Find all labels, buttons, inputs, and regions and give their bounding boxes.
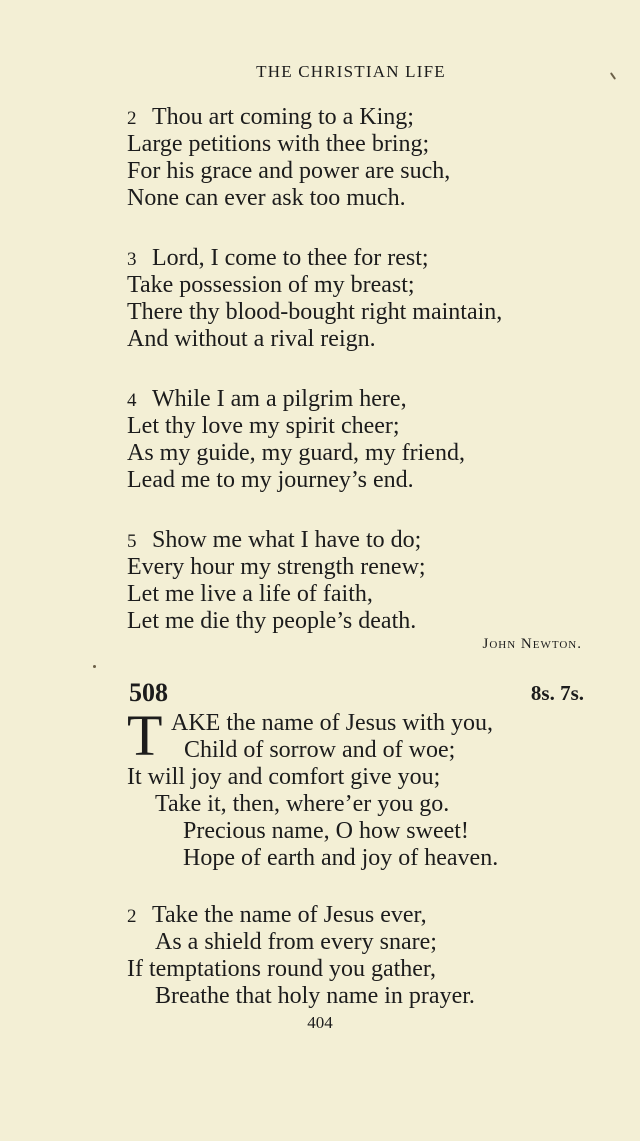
stanza-number: 2: [127, 108, 137, 129]
verse-line: 2 Take the name of Jesus ever,: [127, 902, 427, 928]
stanza-4: [127, 386, 465, 494]
verse-line: As a shield from every snare;: [155, 929, 437, 955]
verse-line: AKE the name of Jesus with you,: [171, 710, 493, 736]
verse-line: It will joy and comfort give you;: [127, 764, 441, 790]
page-number: 404: [307, 1013, 333, 1032]
stanza-number: 4: [127, 390, 137, 411]
verse-line: 2 Thou art coming to a King;: [127, 104, 414, 130]
stanza-5: [127, 527, 426, 635]
stanza-3: [127, 245, 502, 353]
verse-line: Breathe that holy name in prayer.: [155, 983, 475, 1009]
running-head: THE CHRISTIAN LIFE: [256, 62, 446, 81]
hymn-508-stanza-1: [127, 703, 499, 872]
verse-line: Let thy love my spirit cheer;: [127, 413, 400, 439]
stanza-number: 2: [127, 906, 137, 927]
verse-line: Let me die thy people’s death.: [127, 608, 417, 634]
hymn-meter: 8s. 7s.: [530, 681, 584, 705]
stanza-number: 3: [127, 249, 137, 270]
verse-line: There thy blood-bought right maintain,: [127, 299, 503, 325]
verse-line: Every hour my strength renew;: [127, 554, 426, 580]
verse-line: If temptations round you gather,: [127, 956, 436, 982]
verse-line: Take it, then, where’er you go.: [155, 791, 450, 817]
refrain-line: Precious name, O how sweet!: [183, 818, 469, 844]
verse-line: 5 Show me what I have to do;: [127, 527, 422, 553]
verse-line: Lead me to my journey’s end.: [127, 467, 414, 493]
stanza-number: 5: [127, 531, 137, 552]
verse-line: 4 While I am a pilgrim here,: [127, 386, 407, 412]
verse-line: None can ever ask too much.: [127, 185, 406, 211]
verse-line: 3 Lord, I come to thee for rest;: [127, 245, 429, 271]
drop-cap: T: [127, 703, 163, 768]
verse-line: And without a rival reign.: [127, 326, 376, 352]
hymn-number: 508: [129, 678, 168, 707]
verse-line: For his grace and power are such,: [127, 158, 451, 184]
verse-line: Large petitions with thee bring;: [127, 131, 430, 157]
refrain-line: Hope of earth and joy of heaven.: [183, 845, 499, 871]
verse-line: As my guide, my guard, my friend,: [127, 440, 465, 466]
stanza-2: [127, 104, 450, 212]
verse-line: Let me live a life of faith,: [127, 581, 373, 607]
hymn-author: John Newton.: [482, 636, 582, 652]
hymn-508-stanza-2: [127, 902, 475, 1010]
ink-speck: [93, 665, 96, 668]
verse-line: Take possession of my breast;: [127, 272, 415, 298]
verse-line: Child of sorrow and of woe;: [184, 737, 456, 763]
